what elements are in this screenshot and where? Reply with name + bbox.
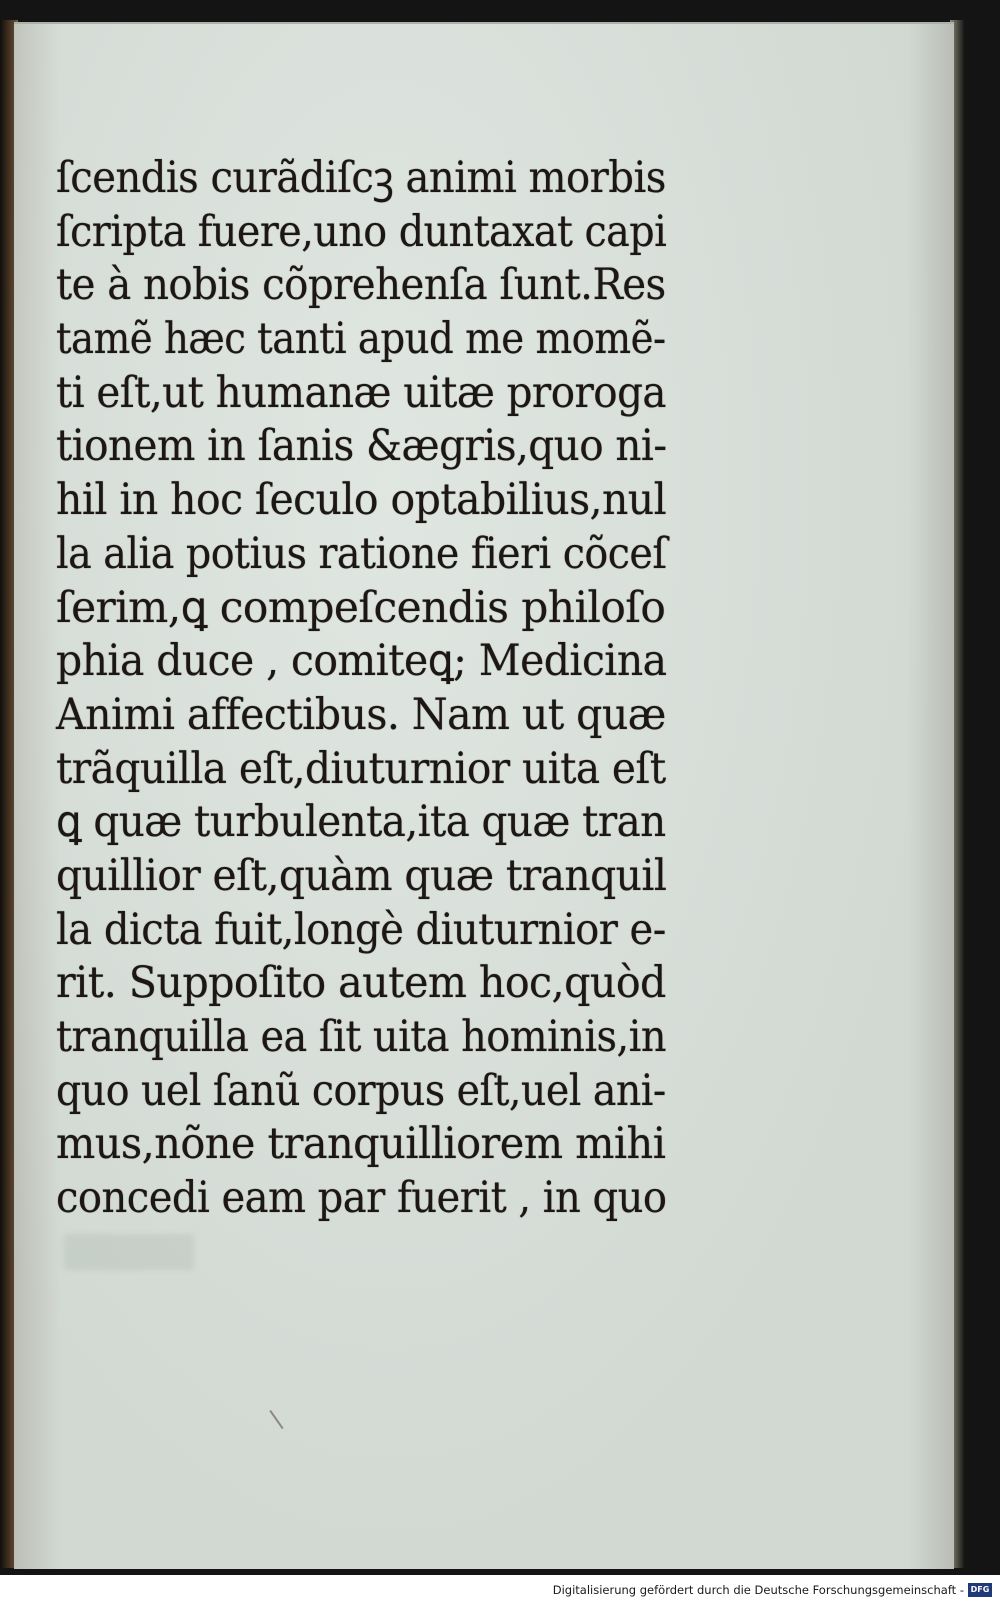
text-line: tionem in ſanis &ægris,quo ni- xyxy=(56,421,667,472)
text-line: quillior eſt,quàm quæ tranquil xyxy=(56,850,667,901)
text-line: phia duce , comiteꝗ; Medicina xyxy=(56,636,667,687)
funding-credit: Digitalisierung gefördert durch die Deutsche Forschungsgemeinschaft - xyxy=(552,1583,964,1597)
text-line: ſerim,ꝗ compeſcendis philoſo xyxy=(56,582,666,633)
page-text-block xyxy=(56,152,676,1226)
text-line: ti eſt,ut humanæ uitæ proroga xyxy=(56,367,666,418)
paper-blemish xyxy=(269,1401,296,1429)
text-line: hil in hoc ſeculo optabilius,nul xyxy=(56,475,667,526)
text-line: rit. Suppoſito autem hoc,quòd xyxy=(56,958,666,1009)
dfg-logo-icon: DFG xyxy=(968,1583,992,1597)
text-line: concedi eam par fuerit , in quo xyxy=(56,1173,667,1224)
text-line: te à nobis cõprehenſa ſunt.Res xyxy=(56,260,666,311)
show-through-ink xyxy=(64,1234,194,1270)
text-line: mus,nõne tranquilliorem mihi xyxy=(56,1119,666,1170)
text-line: trãquilla eſt,diuturnior uita eſt xyxy=(56,743,666,794)
text-line: ꝗ quæ turbulenta,ita quæ tran xyxy=(56,797,666,848)
text-line: ſcendis curãdiſcꝫ animi morbis xyxy=(56,153,666,203)
text-line: la alia potius ratione fieri cõceſ xyxy=(56,528,667,579)
text-line: Animi affectibus. Nam ut quæ xyxy=(56,689,666,740)
text-line: tranquilla ea ſit uita hominis,in xyxy=(56,1012,666,1062)
text-line: ſcripta fuere,uno duntaxat capi xyxy=(56,206,667,257)
book-page xyxy=(14,22,954,1569)
text-line: tamẽ hæc tanti apud me momẽ- xyxy=(56,314,666,365)
digitization-footer xyxy=(0,1575,1000,1607)
text-line: la dicta fuit,longè diuturnior e- xyxy=(56,904,666,955)
text-line: quo uel ſanũ corpus eſt,uel ani- xyxy=(56,1065,666,1116)
